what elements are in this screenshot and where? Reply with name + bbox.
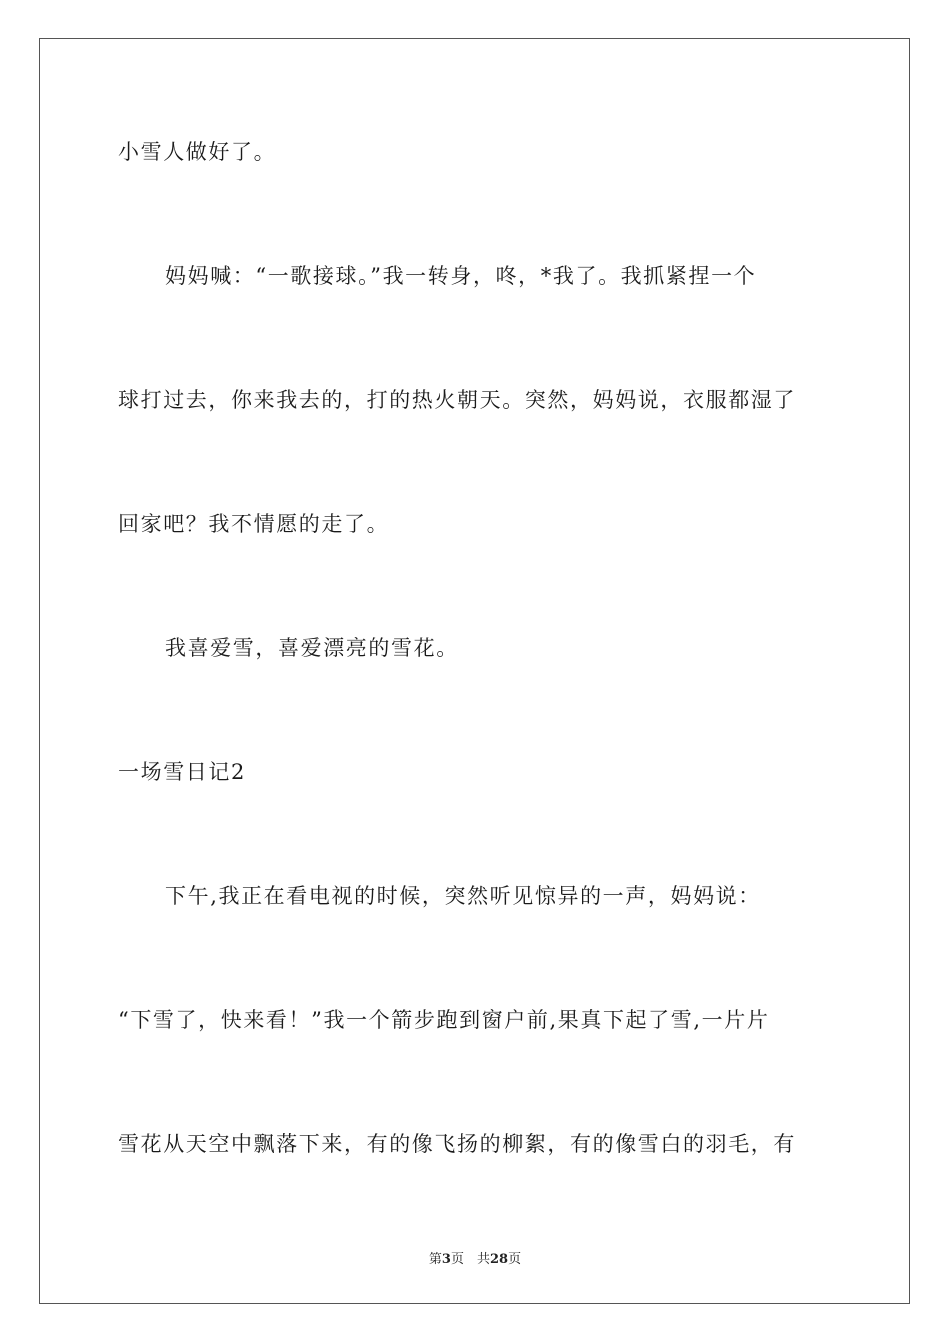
text-line-8: “下雪了，快来看！”我一个箭步跑到窗户前,果真下起了雪,一片片	[118, 1008, 770, 1032]
text-line-4: 回家吧？我不情愿的走了。	[118, 512, 390, 536]
text-line-2: 妈妈喊：“一歌接球。”我一转身，咚，*我了。我抓紧捏一个	[165, 264, 757, 288]
footer-page-mid: 页 共	[450, 1252, 490, 1267]
page-footer	[0, 1248, 950, 1267]
section-heading: 一场雪日记2	[118, 760, 246, 784]
text-line-1: 小雪人做好了。	[118, 140, 277, 164]
footer-page-suffix: 页	[508, 1252, 522, 1267]
text-line-7: 下午,我正在看电视的时候，突然听见惊异的一声，妈妈说：	[165, 884, 761, 908]
text-line-9: 雪花从天空中飘落下来，有的像飞扬的柳絮，有的像雪白的羽毛，有	[118, 1132, 796, 1156]
footer-page-current: 3	[441, 1252, 451, 1267]
page-border	[39, 38, 910, 1304]
footer-page-total: 28	[489, 1252, 509, 1267]
footer-page-prefix: 第	[428, 1252, 442, 1267]
text-line-5: 我喜爱雪，喜爱漂亮的雪花。	[165, 636, 459, 660]
text-line-3: 球打过去，你来我去的，打的热火朝天。突然，妈妈说，衣服都湿了	[118, 388, 796, 412]
